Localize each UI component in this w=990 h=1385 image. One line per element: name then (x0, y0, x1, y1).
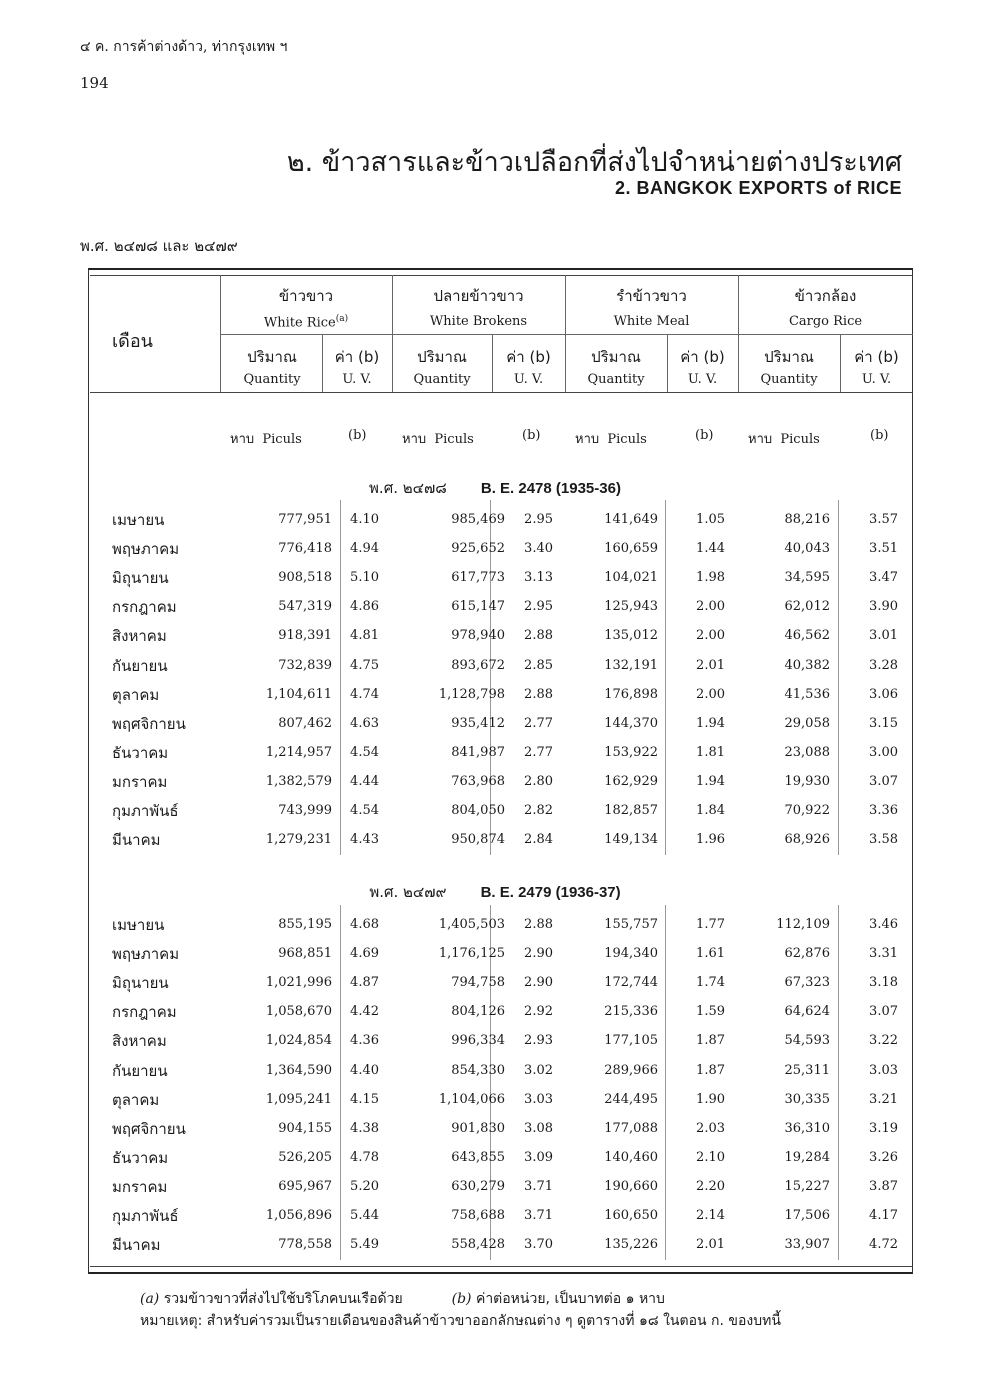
cargo-rice-unit-value-cell: 3.18 (869, 975, 898, 991)
cargo-rice-quantity-cell: 70,922 (784, 803, 830, 818)
white-meal-unit-value-cell: 1.44 (696, 541, 725, 557)
white-rice-quantity-cell: 1,056,896 (265, 1208, 332, 1223)
cargo-rice-unit-value-cell: 3.87 (869, 1178, 898, 1194)
table-row (0, 1088, 990, 1117)
cargo-rice-unit-value-cell: 3.31 (869, 946, 898, 962)
month-cell: พฤษภาคม (112, 945, 180, 964)
white-meal-unit-value-cell: 1.59 (696, 1004, 725, 1020)
month-cell: ธันวาคม (112, 1148, 169, 1167)
cargo-rice-quantity-cell: 67,323 (784, 975, 830, 991)
cargo-rice-quantity-cell: 46,562 (784, 628, 830, 644)
month-cell: มกราคม (112, 1177, 168, 1196)
table-row (0, 1175, 990, 1204)
white-brokens-unit-value-cell: 2.85 (524, 657, 553, 673)
white-rice-unit-value-cell: 4.44 (350, 773, 379, 789)
table-row (0, 1059, 990, 1088)
table-row (0, 913, 990, 942)
white-meal-unit-value-cell: 2.20 (696, 1178, 725, 1194)
white-rice-unit-value-cell: 4.15 (350, 1091, 379, 1107)
white-rice-unit-value-cell: 4.94 (350, 541, 379, 557)
units-uv: (b) (695, 428, 714, 443)
white-brokens-unit-value-cell: 2.84 (524, 832, 553, 848)
quantity-subheader: ปริมาณ Quantity (243, 348, 301, 387)
white-brokens-unit-value-cell: 2.90 (524, 946, 553, 962)
white-rice-unit-value-cell: 5.44 (350, 1208, 379, 1223)
white-meal-unit-value-cell: 2.00 (696, 599, 725, 615)
cargo-rice-quantity-cell: 36,310 (784, 1120, 830, 1136)
white-meal-quantity-cell: 144,370 (604, 715, 658, 731)
white-meal-quantity-cell: 132,191 (604, 657, 658, 673)
cargo-rice-unit-value-cell: 3.47 (869, 570, 898, 586)
table-row (0, 508, 990, 537)
table-title-thai: ๒. ข้าวสารและข้าวเปลือกที่ส่งไปจำหน่ายต่างประเทศ (286, 147, 902, 178)
white-meal-quantity-cell: 160,659 (604, 541, 658, 557)
month-cell: เมษายน (112, 916, 165, 934)
white-rice-unit-value-cell: 5.20 (350, 1178, 379, 1194)
white-brokens-unit-value-cell: 2.80 (524, 773, 553, 789)
white-meal-quantity-cell: 155,757 (604, 917, 658, 932)
white-rice-unit-value-cell: 5.49 (350, 1237, 379, 1253)
white-meal-unit-value-cell: 1.81 (696, 744, 725, 760)
month-column-header: เดือน (112, 331, 153, 352)
white-meal-unit-value-cell: 1.87 (696, 1062, 725, 1078)
cargo-rice-quantity-cell: 15,227 (784, 1178, 830, 1194)
cargo-rice-quantity-cell: 62,012 (784, 599, 830, 615)
white-brokens-unit-value-cell: 2.77 (524, 715, 553, 731)
white-rice-unit-value-cell: 4.75 (350, 657, 379, 673)
quantity-subheader: ปริมาณ Quantity (587, 348, 645, 387)
white-brokens-quantity-cell: 615,147 (451, 599, 505, 615)
years-caption: พ.ศ. ๒๔๗๘ และ ๒๔๗๙ (80, 237, 238, 255)
cargo-rice-unit-value-cell: 3.26 (869, 1149, 898, 1165)
quantity-subheader: ปริมาณ Quantity (760, 348, 818, 387)
white-meal-quantity-cell: 177,088 (604, 1120, 658, 1136)
white-brokens-unit-value-cell: 2.95 (524, 599, 553, 615)
footnote-remark: หมายเหตุ: สำหรับค่ารวมเป็นรายเดือนของสินค้าข้าวขาออกลักษณต่าง ๆ ดูตารางที่ ๑๘ ในตอน ก. ของบทนี้ (140, 1313, 781, 1329)
white-brokens-unit-value-cell: 2.90 (524, 975, 553, 991)
white-brokens-quantity-cell: 925,652 (451, 541, 505, 557)
cargo-rice-unit-value-cell: 3.21 (869, 1091, 898, 1107)
white-rice-quantity-cell: 695,967 (278, 1178, 332, 1194)
table-row (0, 971, 990, 1000)
units-piculs: หาบ Piculs (402, 432, 474, 447)
white-rice-quantity-cell: 1,095,241 (265, 1091, 332, 1107)
month-cell: กุมภาพันธ์ (112, 1207, 179, 1225)
section-title-2478: พ.ศ. ๒๔๗๘ B. E. 2478 (1935-36) (369, 479, 621, 497)
month-cell: กันยายน (112, 1061, 168, 1080)
white-rice-quantity-cell: 918,391 (278, 628, 332, 644)
white-meal-unit-value-cell: 1.05 (696, 512, 725, 527)
white-brokens-quantity-cell: 1,104,066 (438, 1091, 505, 1107)
cargo-rice-quantity-cell: 40,382 (784, 657, 830, 673)
cargo-rice-unit-value-cell: 3.07 (869, 1004, 898, 1020)
month-cell: กรกฎาคม (112, 1003, 177, 1022)
white-brokens-quantity-cell: 763,968 (451, 773, 505, 789)
table-row (0, 566, 990, 595)
white-brokens-quantity-cell: 617,773 (451, 570, 505, 586)
white-brokens-quantity-cell: 630,279 (451, 1178, 505, 1194)
header-bottom-rule (90, 392, 913, 393)
white-brokens-quantity-cell: 558,428 (451, 1237, 505, 1253)
white-brokens-quantity-cell: 978,940 (451, 628, 505, 644)
table-row (0, 683, 990, 712)
white-meal-unit-value-cell: 1.98 (696, 570, 725, 586)
white-rice-quantity-cell: 526,205 (278, 1149, 332, 1165)
month-cell: กันยายน (112, 656, 168, 675)
white-brokens-unit-value-cell: 2.88 (524, 686, 553, 702)
white-brokens-quantity-cell: 996,334 (451, 1033, 505, 1049)
white-brokens-quantity-cell: 804,126 (451, 1004, 505, 1020)
page-number: 194 (80, 74, 109, 92)
white-meal-quantity-cell: 135,226 (604, 1237, 658, 1253)
white-meal-quantity-cell: 172,744 (604, 975, 658, 991)
cargo-rice-quantity-cell: 19,930 (784, 773, 830, 789)
month-cell: กรกฎาคม (112, 598, 177, 617)
units-uv: (b) (522, 428, 541, 443)
cargo-rice-quantity-cell: 40,043 (784, 541, 830, 557)
white-brokens-quantity-cell: 1,405,503 (438, 917, 505, 932)
table-row (0, 741, 990, 770)
white-rice-quantity-cell: 1,024,854 (265, 1033, 332, 1049)
white-rice-quantity-cell: 777,951 (278, 512, 332, 527)
table-row (0, 654, 990, 683)
white-meal-quantity-cell: 141,649 (604, 512, 658, 527)
white-brokens-quantity-cell: 643,855 (451, 1149, 505, 1165)
white-rice-quantity-cell: 1,279,231 (265, 832, 332, 848)
month-cell: สิงหาคม (112, 627, 167, 646)
cargo-rice-quantity-cell: 30,335 (784, 1091, 830, 1107)
white-rice-unit-value-cell: 4.10 (350, 512, 379, 527)
white-meal-unit-value-cell: 2.14 (696, 1208, 725, 1223)
units-uv: (b) (348, 428, 367, 443)
table-bottom-inner-rule (90, 1266, 913, 1267)
units-piculs: หาบ Piculs (575, 432, 647, 447)
white-brokens-quantity-cell: 935,412 (451, 715, 505, 731)
white-brokens-quantity-cell: 841,987 (451, 744, 505, 760)
group-header-white-meal: รำข้าวขาว White Meal (613, 287, 690, 329)
white-rice-quantity-cell: 1,364,590 (265, 1062, 332, 1078)
white-rice-unit-value-cell: 4.54 (350, 744, 379, 760)
footnotes (140, 1288, 781, 1332)
cargo-rice-unit-value-cell: 4.17 (869, 1208, 898, 1223)
white-brokens-unit-value-cell: 3.71 (524, 1178, 553, 1194)
white-meal-unit-value-cell: 1.94 (696, 773, 725, 789)
cargo-rice-unit-value-cell: 3.06 (869, 686, 898, 702)
header-double-rule (90, 275, 913, 276)
month-cell: มิถุนายน (112, 569, 169, 588)
white-rice-unit-value-cell: 4.69 (350, 946, 379, 962)
section-title-2479: พ.ศ. ๒๔๗๙ B. E. 2479 (1936-37) (369, 883, 621, 901)
white-rice-quantity-cell: 904,155 (278, 1120, 332, 1136)
white-meal-quantity-cell: 177,105 (604, 1033, 658, 1049)
white-meal-quantity-cell: 289,966 (604, 1062, 658, 1078)
white-rice-unit-value-cell: 4.68 (350, 917, 379, 932)
month-cell: ธันวาคม (112, 743, 169, 762)
white-meal-quantity-cell: 162,929 (604, 773, 658, 789)
white-meal-unit-value-cell: 2.10 (696, 1149, 725, 1165)
white-rice-unit-value-cell: 4.43 (350, 832, 379, 848)
month-cell: มกราคม (112, 772, 168, 791)
white-meal-quantity-cell: 140,460 (604, 1149, 658, 1165)
white-meal-quantity-cell: 125,943 (604, 599, 658, 615)
cargo-rice-quantity-cell: 19,284 (784, 1149, 830, 1165)
table-row (0, 770, 990, 799)
white-brokens-quantity-cell: 950,874 (451, 832, 505, 848)
table-row (0, 942, 990, 971)
cargo-rice-quantity-cell: 64,624 (784, 1004, 830, 1020)
white-meal-unit-value-cell: 2.01 (696, 657, 725, 673)
white-meal-unit-value-cell: 1.84 (696, 803, 725, 818)
cargo-rice-unit-value-cell: 3.46 (869, 917, 898, 932)
footnote-a-mark: (a) (140, 1291, 160, 1307)
cargo-rice-quantity-cell: 112,109 (776, 917, 830, 932)
white-meal-unit-value-cell: 2.01 (696, 1237, 725, 1253)
white-rice-unit-value-cell: 4.78 (350, 1149, 379, 1165)
month-cell: มีนาคม (112, 1236, 161, 1255)
table-row (0, 595, 990, 624)
white-rice-quantity-cell: 855,195 (278, 917, 332, 932)
cargo-rice-unit-value-cell: 3.07 (869, 773, 898, 789)
table-row (0, 1146, 990, 1175)
white-meal-quantity-cell: 194,340 (604, 946, 658, 962)
white-meal-quantity-cell: 215,336 (604, 1004, 658, 1020)
white-meal-unit-value-cell: 1.87 (696, 1033, 725, 1049)
white-brokens-quantity-cell: 985,469 (451, 512, 505, 527)
white-meal-unit-value-cell: 2.03 (696, 1120, 725, 1136)
white-brokens-quantity-cell: 893,672 (451, 657, 505, 673)
units-uv: (b) (870, 428, 889, 443)
white-meal-quantity-cell: 176,898 (604, 686, 658, 702)
unit-value-subheader: ค่า (b) U. V. (680, 348, 725, 387)
cargo-rice-quantity-cell: 17,506 (784, 1208, 830, 1223)
white-brokens-unit-value-cell: 2.82 (524, 803, 553, 818)
group-header-white-brokens: ปลายข้าวขาว White Brokens (429, 287, 528, 329)
white-rice-quantity-cell: 1,104,611 (265, 686, 332, 702)
white-rice-unit-value-cell: 4.38 (350, 1120, 379, 1136)
cargo-rice-quantity-cell: 25,311 (784, 1062, 830, 1078)
white-meal-quantity-cell: 104,021 (604, 570, 658, 586)
white-brokens-unit-value-cell: 3.40 (524, 541, 553, 557)
cargo-rice-unit-value-cell: 3.01 (869, 628, 898, 644)
white-rice-quantity-cell: 807,462 (278, 715, 332, 731)
white-brokens-unit-value-cell: 2.88 (524, 917, 553, 932)
white-meal-unit-value-cell: 1.90 (696, 1091, 725, 1107)
white-meal-unit-value-cell: 1.77 (696, 917, 725, 932)
white-meal-unit-value-cell: 1.96 (696, 832, 725, 848)
table-row (0, 1233, 990, 1262)
white-rice-quantity-cell: 1,058,670 (265, 1004, 332, 1020)
cargo-rice-unit-value-cell: 3.90 (869, 599, 898, 615)
white-rice-unit-value-cell: 4.87 (350, 975, 379, 991)
white-meal-unit-value-cell: 2.00 (696, 686, 725, 702)
white-brokens-quantity-cell: 758,688 (451, 1208, 505, 1223)
white-rice-quantity-cell: 908,518 (278, 570, 332, 586)
white-rice-quantity-cell: 743,999 (278, 803, 332, 818)
white-meal-unit-value-cell: 1.74 (696, 975, 725, 991)
white-meal-quantity-cell: 149,134 (604, 832, 658, 848)
white-rice-quantity-cell: 1,214,957 (265, 744, 332, 760)
white-brokens-unit-value-cell: 3.70 (524, 1237, 553, 1253)
quantity-subheader: ปริมาณ Quantity (413, 348, 471, 387)
month-cell: พฤษภาคม (112, 540, 180, 559)
cargo-rice-quantity-cell: 41,536 (784, 686, 830, 702)
subheader-rule (220, 334, 913, 335)
cargo-rice-quantity-cell: 33,907 (784, 1237, 830, 1253)
table-title-english: 2. BANGKOK EXPORTS of RICE (614, 178, 902, 198)
white-brokens-quantity-cell: 854,330 (451, 1062, 505, 1078)
white-brokens-quantity-cell: 1,128,798 (438, 686, 505, 702)
cargo-rice-quantity-cell: 23,088 (784, 744, 830, 760)
white-brokens-unit-value-cell: 3.08 (524, 1120, 553, 1136)
white-rice-quantity-cell: 968,851 (278, 946, 332, 962)
cargo-rice-unit-value-cell: 3.28 (869, 657, 898, 673)
group-header-white-rice: ข้าวขาว White Rice$^{(a)}$ (263, 287, 349, 331)
white-brokens-unit-value-cell: 3.13 (524, 570, 553, 586)
white-rice-unit-value-cell: 5.10 (350, 570, 379, 586)
cargo-rice-quantity-cell: 29,058 (784, 715, 830, 731)
white-brokens-unit-value-cell: 2.92 (524, 1004, 553, 1020)
white-brokens-quantity-cell: 901,830 (451, 1120, 505, 1136)
table-row (0, 1000, 990, 1029)
white-brokens-unit-value-cell: 3.03 (524, 1091, 553, 1107)
table-row (0, 799, 990, 828)
white-rice-unit-value-cell: 4.42 (350, 1004, 379, 1020)
month-cell: มีนาคม (112, 831, 161, 850)
white-rice-unit-value-cell: 4.74 (350, 686, 379, 702)
cargo-rice-quantity-cell: 68,926 (784, 832, 830, 848)
units-piculs: หาบ Piculs (230, 432, 302, 447)
cargo-rice-unit-value-cell: 3.19 (869, 1120, 898, 1136)
footnote-b-text: ค่าต่อหน่วย, เป็นบาทต่อ ๑ หาบ (475, 1291, 665, 1307)
white-rice-quantity-cell: 547,319 (278, 599, 332, 615)
month-cell: มิถุนายน (112, 974, 169, 993)
cargo-rice-unit-value-cell: 3.15 (869, 715, 898, 731)
cargo-rice-unit-value-cell: 3.03 (869, 1062, 898, 1078)
month-cell: กุมภาพันธ์ (112, 802, 179, 820)
white-brokens-quantity-cell: 804,050 (451, 803, 505, 818)
running-head: ๔ ค. การค้าต่างด้าว, ท่ากรุงเทพ ฯ (80, 39, 288, 55)
month-cell: ตุลาคม (112, 1090, 160, 1109)
cargo-rice-unit-value-cell: 3.51 (869, 541, 898, 557)
white-meal-quantity-cell: 182,857 (604, 803, 658, 818)
white-brokens-unit-value-cell: 2.88 (524, 628, 553, 644)
white-meal-unit-value-cell: 1.94 (696, 715, 725, 731)
cargo-rice-unit-value-cell: 3.36 (869, 803, 898, 818)
cargo-rice-quantity-cell: 88,216 (784, 512, 830, 527)
unit-value-subheader: ค่า (b) U. V. (506, 348, 551, 387)
table-row (0, 1029, 990, 1058)
month-cell: พฤศจิกายน (112, 1119, 186, 1138)
cargo-rice-quantity-cell: 62,876 (784, 946, 830, 962)
group-header-cargo-rice: ข้าวกล้อง Cargo Rice (788, 287, 863, 329)
white-meal-quantity-cell: 153,922 (604, 744, 658, 760)
white-meal-quantity-cell: 244,495 (604, 1091, 658, 1107)
table-row (0, 1117, 990, 1146)
table-row (0, 537, 990, 566)
cargo-rice-unit-value-cell: 4.72 (869, 1237, 898, 1253)
white-rice-unit-value-cell: 4.54 (350, 803, 379, 818)
footnote-b-mark: (b) (451, 1291, 472, 1307)
cargo-rice-unit-value-cell: 3.22 (869, 1033, 898, 1049)
white-brokens-quantity-cell: 794,758 (451, 975, 505, 991)
month-cell: เมษายน (112, 511, 165, 529)
white-brokens-unit-value-cell: 3.02 (524, 1062, 553, 1078)
table-row (0, 624, 990, 653)
white-rice-quantity-cell: 1,021,996 (265, 975, 332, 991)
cargo-rice-quantity-cell: 54,593 (784, 1033, 830, 1049)
cargo-rice-unit-value-cell: 3.57 (869, 512, 898, 527)
cargo-rice-unit-value-cell: 3.58 (869, 832, 898, 848)
white-brokens-unit-value-cell: 2.93 (524, 1033, 553, 1049)
white-rice-unit-value-cell: 4.36 (350, 1033, 379, 1049)
white-rice-quantity-cell: 778,558 (278, 1237, 332, 1253)
white-rice-quantity-cell: 1,382,579 (265, 773, 332, 789)
white-brokens-unit-value-cell: 2.95 (524, 512, 553, 527)
white-brokens-unit-value-cell: 3.09 (524, 1149, 553, 1165)
white-meal-quantity-cell: 160,650 (604, 1208, 658, 1223)
white-brokens-quantity-cell: 1,176,125 (438, 946, 505, 962)
cargo-rice-unit-value-cell: 3.00 (869, 744, 898, 760)
table-row (0, 712, 990, 741)
month-cell: พฤศจิกายน (112, 714, 186, 733)
white-rice-unit-value-cell: 4.81 (350, 628, 379, 644)
month-cell: ตุลาคม (112, 685, 160, 704)
white-meal-quantity-cell: 135,012 (604, 628, 658, 644)
month-cell: สิงหาคม (112, 1032, 167, 1051)
white-rice-unit-value-cell: 4.86 (350, 599, 379, 615)
white-brokens-unit-value-cell: 2.77 (524, 744, 553, 760)
white-meal-unit-value-cell: 2.00 (696, 628, 725, 644)
footnote-line (140, 1288, 781, 1310)
white-meal-unit-value-cell: 1.61 (696, 946, 725, 962)
footnote-a-text: รวมข้าวขาวที่ส่งไปใช้บริโภคบนเรือด้วย (163, 1291, 403, 1307)
white-rice-unit-value-cell: 4.63 (350, 715, 379, 731)
white-rice-unit-value-cell: 4.40 (350, 1062, 379, 1078)
white-rice-quantity-cell: 776,418 (278, 541, 332, 557)
white-rice-quantity-cell: 732,839 (278, 657, 332, 673)
units-piculs: หาบ Piculs (748, 432, 820, 447)
white-meal-quantity-cell: 190,660 (604, 1178, 658, 1194)
cargo-rice-quantity-cell: 34,595 (784, 570, 830, 586)
table-row (0, 1204, 990, 1233)
table-row (0, 828, 990, 857)
white-brokens-unit-value-cell: 3.71 (524, 1208, 553, 1223)
unit-value-subheader: ค่า (b) U. V. (854, 348, 899, 387)
unit-value-subheader: ค่า (b) U. V. (334, 348, 380, 387)
